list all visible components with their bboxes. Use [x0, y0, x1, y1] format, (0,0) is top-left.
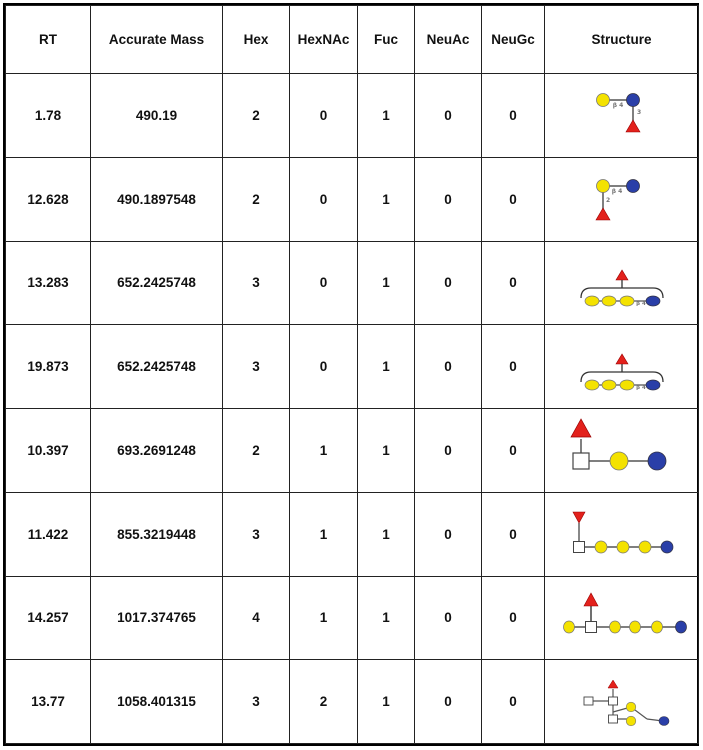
cell-hex: 3: [223, 241, 290, 325]
table-row: [6, 576, 699, 660]
cell-hexnac: 1: [290, 576, 358, 660]
cell-rt: 14.257: [6, 576, 91, 660]
cell-structure: [545, 576, 699, 660]
cell-fuc: 1: [358, 660, 415, 744]
cell-fuc: 1: [358, 492, 415, 576]
cell-neuac: 0: [415, 325, 482, 409]
cell-structure: [545, 660, 699, 744]
cell-rt: 13.283: [6, 241, 91, 325]
cell-neuac: 0: [415, 409, 482, 493]
cell-neugc: 0: [482, 325, 545, 409]
svg-text:2: 2: [605, 197, 610, 205]
cell-neugc: 0: [482, 660, 545, 744]
cell-structure: [545, 409, 699, 493]
cell-rt: 1.78: [6, 74, 91, 158]
svg-text:3: 3: [636, 109, 641, 117]
table-row: [6, 241, 699, 325]
cell-mass: 490.19: [91, 74, 223, 158]
cell-neugc: 0: [482, 409, 545, 493]
glycan-structure-icon: [547, 80, 697, 150]
header-rt: RT: [6, 6, 91, 74]
cell-fuc: 1: [358, 576, 415, 660]
cell-mass: 1058.401315: [91, 660, 223, 744]
table-row: [6, 492, 699, 576]
cell-mass: 490.1897548: [91, 157, 223, 241]
glycan-structure-icon: [547, 248, 697, 318]
header-row: [6, 6, 699, 74]
cell-rt: 12.628: [6, 157, 91, 241]
cell-hex: 3: [223, 325, 290, 409]
cell-hexnac: 1: [290, 492, 358, 576]
cell-fuc: 1: [358, 325, 415, 409]
cell-hex: 4: [223, 576, 290, 660]
cell-neuac: 0: [415, 660, 482, 744]
table-row: [6, 325, 699, 409]
glycan-structure-icon: [547, 332, 697, 402]
cell-structure: [545, 492, 699, 576]
cell-hexnac: 0: [290, 157, 358, 241]
cell-mass: 693.2691248: [91, 409, 223, 493]
glycan-structure-icon: [547, 583, 697, 653]
cell-structure: [545, 241, 699, 325]
header-structure: Structure: [545, 6, 699, 74]
table-row: [6, 157, 699, 241]
header-neugc: NeuGc: [482, 6, 545, 74]
glycan-table-frame: [3, 3, 699, 746]
cell-rt: 10.397: [6, 409, 91, 493]
cell-neuac: 0: [415, 157, 482, 241]
cell-neugc: 0: [482, 492, 545, 576]
header-hexnac: HexNAc: [290, 6, 358, 74]
cell-fuc: 1: [358, 157, 415, 241]
table-row: [6, 74, 699, 158]
table-row: [6, 409, 699, 493]
cell-hex: 2: [223, 409, 290, 493]
header-fuc: Fuc: [358, 6, 415, 74]
glycan-table: [5, 5, 699, 744]
cell-neuac: 0: [415, 576, 482, 660]
cell-hex: 2: [223, 157, 290, 241]
cell-rt: 19.873: [6, 325, 91, 409]
svg-text:β 4: β 4: [611, 188, 622, 196]
svg-text:β 4: β 4: [612, 102, 623, 110]
glycan-structure-icon: [547, 411, 697, 489]
glycan-structure-icon: [547, 164, 697, 234]
cell-rt: 13.77: [6, 660, 91, 744]
cell-fuc: 1: [358, 241, 415, 325]
cell-hex: 3: [223, 492, 290, 576]
cell-mass: 855.3219448: [91, 492, 223, 576]
cell-neuac: 0: [415, 74, 482, 158]
table-row: [6, 660, 699, 744]
cell-mass: 652.2425748: [91, 241, 223, 325]
cell-hexnac: 0: [290, 241, 358, 325]
cell-structure: [545, 157, 699, 241]
cell-hexnac: 0: [290, 74, 358, 158]
cell-neuac: 0: [415, 492, 482, 576]
cell-structure: [545, 325, 699, 409]
cell-rt: 11.422: [6, 492, 91, 576]
svg-text:β 4: β 4: [635, 384, 646, 391]
cell-neugc: 0: [482, 241, 545, 325]
cell-mass: 652.2425748: [91, 325, 223, 409]
glycan-structure-icon: [547, 667, 697, 737]
cell-fuc: 1: [358, 409, 415, 493]
svg-text:β 4: β 4: [635, 300, 646, 307]
cell-hexnac: 1: [290, 409, 358, 493]
cell-neugc: 0: [482, 576, 545, 660]
cell-hexnac: 0: [290, 325, 358, 409]
cell-neugc: 0: [482, 74, 545, 158]
cell-fuc: 1: [358, 74, 415, 158]
header-accurate-mass: Accurate Mass: [91, 6, 223, 74]
header-neuac: NeuAc: [415, 6, 482, 74]
cell-neugc: 0: [482, 157, 545, 241]
cell-hexnac: 2: [290, 660, 358, 744]
cell-hex: 2: [223, 74, 290, 158]
header-hex: Hex: [223, 6, 290, 74]
cell-structure: [545, 74, 699, 158]
cell-neuac: 0: [415, 241, 482, 325]
glycan-structure-icon: [547, 499, 697, 569]
cell-mass: 1017.374765: [91, 576, 223, 660]
cell-hex: 3: [223, 660, 290, 744]
